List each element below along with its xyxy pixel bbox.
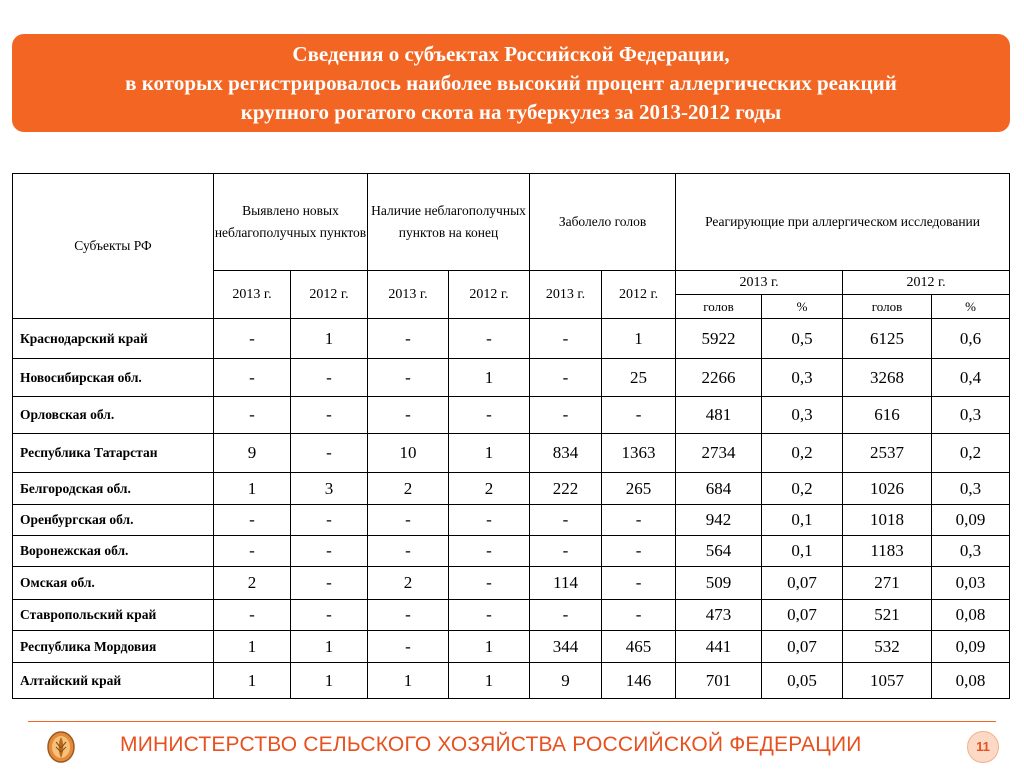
table-cell: 1 [449,434,530,473]
table-row [13,397,1010,434]
table-cell: - [291,600,368,631]
table-cell: 6125 [843,319,932,359]
header-existing-2013: 2013 г. [368,271,449,319]
table-cell: 3 [291,473,368,505]
header-existing-2012: 2012 г. [449,271,530,319]
table-cell: 1026 [843,473,932,505]
table-cell: 616 [843,397,932,434]
table-cell: 1 [449,663,530,699]
table-cell: 0,05 [762,663,843,699]
table-cell: 1 [214,631,291,663]
table-cell: 834 [530,434,602,473]
table-cell: 2734 [676,434,762,473]
table-cell: 473 [676,600,762,631]
table-cell: 0,03 [932,567,1010,600]
table-cell: 1 [214,663,291,699]
table-cell: 2 [368,473,449,505]
header-new-points: Выявлено новых неблагополучных пунктов [214,174,368,271]
table-cell: - [291,536,368,567]
table-cell: - [530,397,602,434]
region-name: Орловская обл. [13,397,214,434]
table-cell: 344 [530,631,602,663]
table-cell: 0,3 [932,473,1010,505]
table-row [13,567,1010,600]
table-cell: 0,07 [762,631,843,663]
region-name: Республика Мордовия [13,631,214,663]
table-cell: - [291,359,368,397]
table-cell: 1 [602,319,676,359]
allergy-reactions-table [12,173,1010,699]
region-name: Республика Татарстан [13,434,214,473]
table-cell: 481 [676,397,762,434]
table-cell: 1018 [843,505,932,536]
table-cell: - [530,505,602,536]
table-cell: - [368,397,449,434]
table-cell: - [291,505,368,536]
table-cell: 0,3 [762,359,843,397]
table-cell: 701 [676,663,762,699]
table-cell: 0,3 [932,397,1010,434]
table-cell: - [449,536,530,567]
table-cell: - [368,505,449,536]
table-cell: - [214,536,291,567]
table-cell: 509 [676,567,762,600]
table-cell: 25 [602,359,676,397]
table-row [13,600,1010,631]
table-cell: 1 [449,359,530,397]
table-cell: - [449,505,530,536]
table-cell: 222 [530,473,602,505]
region-name: Воронежская обл. [13,536,214,567]
table-row [13,319,1010,359]
table-body [13,319,1010,699]
table-cell: 9 [530,663,602,699]
table-cell: - [602,567,676,600]
table-cell: 0,08 [932,663,1010,699]
table-cell: 0,5 [762,319,843,359]
table-cell: - [291,397,368,434]
table-row [13,631,1010,663]
table-cell: 9 [214,434,291,473]
table-cell: - [449,319,530,359]
region-name: Оренбургская обл. [13,505,214,536]
header-sick: Заболело голов [530,174,676,271]
table-cell: 0,3 [762,397,843,434]
header-sick-2012: 2012 г. [602,271,676,319]
title-banner [12,34,1010,132]
table-cell: - [214,319,291,359]
table-cell: - [214,359,291,397]
table-cell: 942 [676,505,762,536]
table-cell: 1 [449,631,530,663]
table-cell: - [530,600,602,631]
table-cell: 271 [843,567,932,600]
table-cell: 0,09 [932,505,1010,536]
table-cell: 0,09 [932,631,1010,663]
table-cell: 465 [602,631,676,663]
table-cell: 564 [676,536,762,567]
table-cell: 0,08 [932,600,1010,631]
table-cell: - [291,434,368,473]
table-cell: - [368,600,449,631]
table-row [13,663,1010,699]
table-cell: 0,6 [932,319,1010,359]
ministry-name: МИНИСТЕРСТВО СЕЛЬСКОГО ХОЗЯЙСТВА РОССИЙСКОЙ ФЕДЕРАЦИИ [120,733,862,756]
table-cell: - [530,536,602,567]
table-cell: - [368,319,449,359]
table-cell: 0,2 [762,473,843,505]
table-row [13,536,1010,567]
table-cell: 0,3 [932,536,1010,567]
table-cell: - [214,505,291,536]
table-cell: 2537 [843,434,932,473]
title-line-2: в которых регистрировалось наиболее высокий процент аллергических реакций [125,71,897,95]
table-cell: 1 [291,319,368,359]
table-cell: 0,1 [762,505,843,536]
table-cell: 0,4 [932,359,1010,397]
table-cell: - [602,600,676,631]
table-cell: - [368,631,449,663]
table-cell: 0,2 [932,434,1010,473]
table-cell: 521 [843,600,932,631]
table-cell: 146 [602,663,676,699]
table-row [13,505,1010,536]
table-cell: 1 [291,631,368,663]
table-cell: 2266 [676,359,762,397]
table-cell: 114 [530,567,602,600]
table-cell: 3268 [843,359,932,397]
title-line-1: Сведения о субъектах Российской Федерации, [292,42,730,66]
table-cell: 441 [676,631,762,663]
header-subject: Субъекты РФ [13,174,214,319]
table-cell: - [602,505,676,536]
table-cell: - [449,600,530,631]
header-percent-2012: % [932,295,1010,319]
table-cell: 2 [449,473,530,505]
footer-divider [28,721,996,722]
header-reacting-2012: 2012 г. [843,271,1010,295]
table-cell: - [530,319,602,359]
table-cell: - [368,536,449,567]
table-cell: - [530,359,602,397]
title-line-3: крупного рогатого скота на туберкулез за 2013-2012 годы [240,100,782,124]
table-cell: - [291,567,368,600]
table-cell: - [602,397,676,434]
header-heads-2013: голов [676,295,762,319]
table-cell: - [449,397,530,434]
table-cell: 1183 [843,536,932,567]
region-name: Ставропольский край [13,600,214,631]
region-name: Омская обл. [13,567,214,600]
header-percent-2013: % [762,295,843,319]
header-new-2012: 2012 г. [291,271,368,319]
table-cell: 0,07 [762,567,843,600]
header-sick-2013: 2013 г. [530,271,602,319]
table-cell: - [368,359,449,397]
region-name: Краснодарский край [13,319,214,359]
table-row [13,434,1010,473]
table-cell: - [214,600,291,631]
table-cell: - [449,567,530,600]
table-cell: 1363 [602,434,676,473]
table-cell: 532 [843,631,932,663]
table-cell: 684 [676,473,762,505]
table-cell: 2 [214,567,291,600]
table-cell: 5922 [676,319,762,359]
table-cell: - [602,536,676,567]
header-existing-points: Наличие неблагополучных пунктов на конец [368,174,530,271]
page-number-badge: 11 [967,731,999,763]
table-cell: 10 [368,434,449,473]
header-new-2013: 2013 г. [214,271,291,319]
ministry-emblem-icon [46,730,76,764]
table-cell: 1 [368,663,449,699]
table-cell: 265 [602,473,676,505]
table-cell: - [214,397,291,434]
region-name: Белгородская обл. [13,473,214,505]
table-cell: 1 [291,663,368,699]
header-reacting: Реагирующие при аллергическом исследовании [676,174,1010,271]
table-row [13,359,1010,397]
table-cell: 0,1 [762,536,843,567]
region-name: Алтайский край [13,663,214,699]
header-heads-2012: голов [843,295,932,319]
region-name: Новосибирская обл. [13,359,214,397]
table-cell: 0,2 [762,434,843,473]
table-cell: 0,07 [762,600,843,631]
table-row [13,473,1010,505]
header-reacting-2013: 2013 г. [676,271,843,295]
table-cell: 1057 [843,663,932,699]
table-cell: 1 [214,473,291,505]
table-cell: 2 [368,567,449,600]
